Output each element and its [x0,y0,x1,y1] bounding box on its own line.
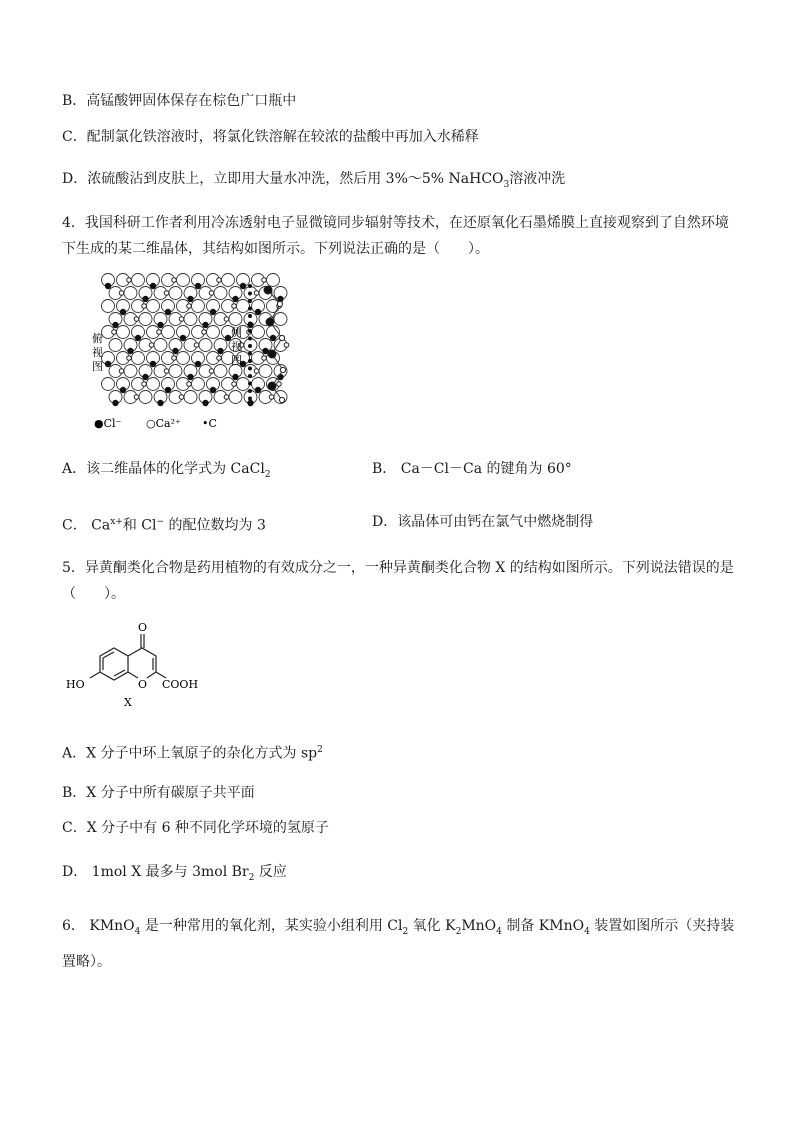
q5-structure-figure [62,618,202,713]
ca-ion [134,317,139,322]
ho-label: HO [66,678,85,691]
side-carbon [248,389,252,393]
ca-ion [164,291,169,296]
side-carbon [248,329,252,333]
ca-ion [202,330,207,335]
cl-ion [180,335,186,341]
lattice-ring [154,339,167,352]
side-view-diagram [228,280,292,410]
ca-ion [217,356,222,361]
ca-ion [127,278,132,283]
side-carbon [248,299,252,303]
side-carbon [248,344,252,348]
side-cl-ion [268,350,276,358]
compound-x-label: X [124,696,132,709]
lattice-ring [169,287,182,300]
q4-option-c: C． $Ca^{x+}$和 Cl− 的配位数均为 3 [62,517,266,534]
side-cl-ion [268,382,276,390]
ca-ion [119,291,124,296]
ca-ion [127,356,132,361]
lattice-ring [109,339,122,352]
cl-ion [150,283,156,289]
lattice-ring [184,391,197,404]
lattice-ring [162,326,175,339]
cl-ion [157,400,163,406]
molecule-bonds [90,634,166,680]
ca-ion [164,369,169,374]
ca-ion [179,317,184,322]
lattice-ring [124,287,137,300]
q4-option-a: A．该二维晶体的化学式为 CaCl$_2$ [62,461,271,480]
cl-ion [195,361,201,367]
ca-ion [142,304,147,309]
lattice-ring [184,313,197,326]
ca-ion [209,369,214,374]
legend-ca: ○Ca²⁺ [146,417,181,430]
side-ca-ion [277,301,282,306]
lattice-ring [169,365,182,378]
q6-stem: 6． KMnO$_4$ 是一种常用的氧化剂，某实验小组利用 $Cl_2$ 氧化 $K_2MnO_4$ 制备 KMnO$_4$ 装置如图所示（夹持装置略）。 [62,918,735,970]
side-ca-ion [279,335,284,340]
ca-ion [119,369,124,374]
lattice-ring [177,274,190,287]
cl-ion [135,335,141,341]
cl-ion [210,387,216,393]
ca-ion [187,382,192,387]
side-carbon [248,307,252,311]
ca-ion [112,330,117,335]
side-carbon [248,284,252,288]
cooh-label: COOH [162,678,199,691]
carbonyl-o-label: O [138,621,148,634]
ca-ion [179,395,184,400]
cl-ion [187,296,193,302]
q5-option-a: A．X 分子中环上氧原子的杂化方式为 $sp^2$ [62,745,323,762]
q4-option-d: D．该晶体可由钙在氯气中燃烧制得 [372,514,594,530]
side-carbon [248,382,252,386]
cl-ion [217,348,223,354]
ring-o-label: O [138,678,148,691]
q5-option-d: D． 1mol X 最多与 3mol $Br_2$ 反应 [62,864,287,883]
ca-ion [172,356,177,361]
lattice-ring [177,352,190,365]
lattice-ring [139,391,152,404]
q3-option-c: C．配制氯化铁溶液时，将氯化铁溶解在较浓的盐酸中再加入水稀释 [62,129,479,145]
cl-ion [157,322,163,328]
cl-ion [165,309,171,315]
ca-ion [217,278,222,283]
side-carbon [248,367,252,371]
lattice-ring [207,326,220,339]
lattice-ring [199,339,212,352]
side-carbon [248,359,252,363]
cl-ion [165,387,171,393]
q5-option-b: B．X 分子中所有碳原子共平面 [62,785,255,801]
cl-ion [120,387,126,393]
side-ca-ion [279,397,284,402]
lattice-ring [192,378,205,391]
side-carbon [248,322,252,326]
cl-ion [202,322,208,328]
top-view-label: 俯视图 [92,332,103,373]
cl-ion [142,296,148,302]
q5-stem: 5．异黄酮类化合物是药用植物的有效成分之一，一种异黄酮类化合物 X 的结构如图所示。下列说法错误的是（ ）。 [62,560,734,602]
cl-ion [120,309,126,315]
side-cl-ion [264,286,272,294]
ca-ion [187,304,192,309]
lattice-ring [147,378,160,391]
cl-ion [112,322,118,328]
cl-ion [112,400,118,406]
side-carbon [248,337,252,341]
q4-option-b: B． Ca－Cl－Ca 的键角为 60° [372,461,572,477]
side-carbon [248,314,252,318]
ca-ion [157,330,162,335]
side-carbon [248,397,252,401]
ca-ion [142,382,147,387]
cl-ion [202,400,208,406]
ca-ion [194,343,199,348]
ca-ion [149,343,154,348]
ca-ion [209,291,214,296]
cl-ion [195,283,201,289]
lattice-ring [139,313,152,326]
q5-option-c: C．X 分子中有 6 种不同化学环境的氢原子 [62,820,329,836]
side-ca-ion [280,367,285,372]
q4-side-view-figure [228,280,292,410]
lattice-ring [192,300,205,313]
side-view-label: 侧视图 [231,326,242,367]
lattice-ring [132,352,145,365]
lattice-ring [102,378,115,391]
cl-ion [105,283,111,289]
q3-option-b: B．高锰酸钾固体保存在棕色广口瓶中 [62,93,297,109]
side-carbon [248,292,252,296]
cl-ion [172,348,178,354]
legend-c: •C [202,417,217,430]
lattice-ring [117,326,130,339]
lattice-ring [214,287,227,300]
cl-ion [127,348,133,354]
q3-option-d: D．浓硫酸沾到皮肤上，立即用大量水冲洗，然后用 3%～5% NaHCO$_3$溶液冲洗 [62,171,566,190]
lattice-ring [132,274,145,287]
cl-ion [187,374,193,380]
side-cl-ion [266,318,274,326]
side-carbon [248,374,252,378]
lattice-ring [214,365,227,378]
cl-ion [210,309,216,315]
isoflavone-structure [62,618,202,713]
cl-ion [142,374,148,380]
lattice-ring [147,300,160,313]
side-carbon [248,352,252,356]
legend-cl: ●Cl⁻ [94,417,122,430]
ca-ion [172,278,177,283]
q4-stem: 4．我国科研工作者利用冷冻透射电子显微镜同步辐射等技术，在还原氧化石墨烯膜上直接观察到了自然环境下生成的某二维晶体，其结构如图所示。下列说法正确的是（ ）。 [62,215,729,257]
cl-ion [105,361,111,367]
cl-ion [150,361,156,367]
lattice-ring [102,300,115,313]
ca-ion [134,395,139,400]
lattice-ring [124,365,137,378]
